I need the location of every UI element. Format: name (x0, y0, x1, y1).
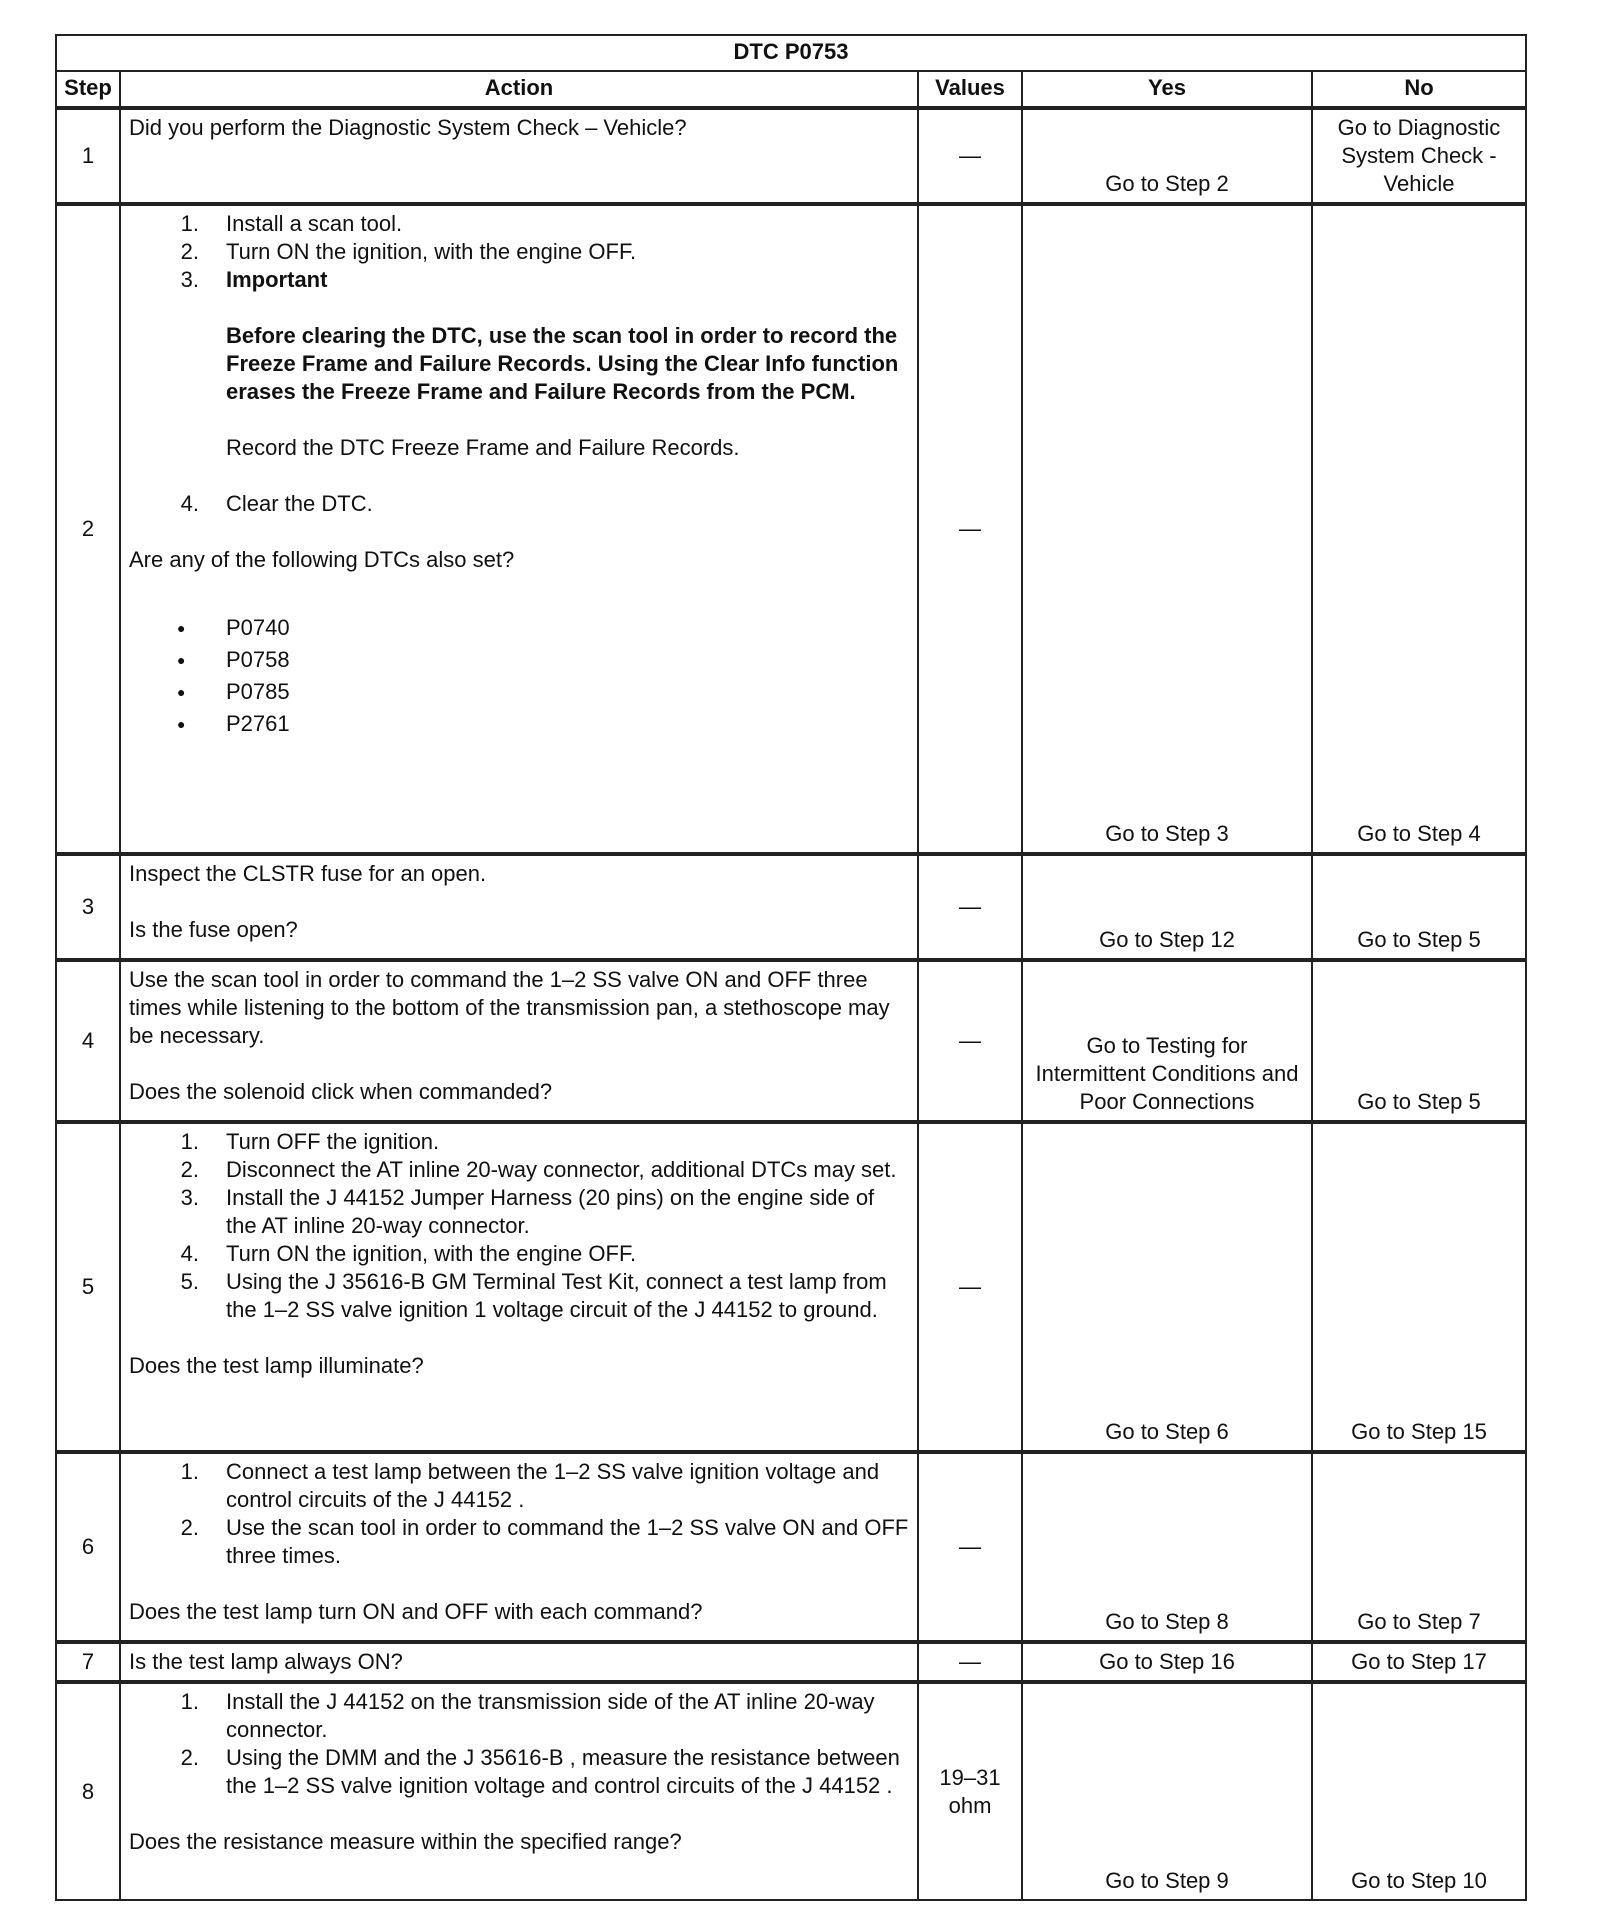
question-text: Is the fuse open? (129, 917, 298, 942)
step-number: 6 (56, 1452, 120, 1642)
list-item: 2. Using the DMM and the J 35616-B , measure the resistance between the 1–2 SS valve ignition voltage and control circuits of the J 44152 . (180, 1745, 900, 1798)
list-item: 4. Turn ON the ignition, with the engine OFF. (180, 1241, 637, 1266)
values-cell: 19–31 ohm (918, 1682, 1022, 1900)
step-number: 8 (56, 1682, 120, 1900)
yes-cell: Go to Step 8 (1022, 1452, 1312, 1642)
table-row (56, 108, 1526, 204)
list-item: 1. Turn OFF the ignition. (180, 1129, 440, 1154)
step-number: 1 (56, 108, 120, 204)
step-number: 3 (56, 854, 120, 960)
step-number: 7 (56, 1642, 120, 1682)
no-cell: Go to Step 5 (1312, 854, 1526, 960)
important-note: Before clearing the DTC, use the scan tool in order to record the Freeze Frame and Failure Records. Using the Clear Info function erases the Freeze Frame and Failure Records from the PCM. (226, 323, 899, 404)
yes-cell: Go to Step 2 (1022, 108, 1312, 204)
no-cell: Go to Step 17 (1312, 1642, 1526, 1682)
list-item: 1. Connect a test lamp between the 1–2 SS valve ignition voltage and control circuits of the J 44152 . (180, 1459, 880, 1512)
table-row (56, 204, 1526, 854)
values-cell: — (918, 1122, 1022, 1452)
action-cell (120, 1122, 918, 1452)
no-cell: Go to Step 10 (1312, 1682, 1526, 1900)
no-cell: Go to Step 4 (1312, 204, 1526, 854)
list-item: 2. Turn ON the ignition, with the engine OFF. (180, 239, 637, 264)
header-row (56, 71, 1526, 108)
list-item: 1. Install the J 44152 on the transmission side of the AT inline 20-way connector. (180, 1689, 875, 1742)
yes-cell: Go to Testing for Intermittent Conditions and Poor Connections (1022, 960, 1312, 1122)
action-text: Did you perform the Diagnostic System Check – Vehicle? (129, 115, 687, 140)
yes-cell: Go to Step 12 (1022, 854, 1312, 960)
instruction-list (129, 1128, 909, 1324)
header-no: No (1312, 71, 1526, 108)
table-row (56, 1682, 1526, 1900)
dtc-list (129, 614, 909, 742)
dtc-code: ● P2761 (129, 710, 909, 742)
values-cell: — (918, 1452, 1022, 1642)
dtc-code: ● P0785 (129, 678, 909, 710)
question-text: Does the test lamp turn ON and OFF with each command? (129, 1599, 703, 1624)
question-text: Are any of the following DTCs also set? (129, 547, 515, 572)
question-text: Does the test lamp illuminate? (129, 1353, 424, 1378)
question-text: Does the resistance measure within the specified range? (129, 1829, 682, 1854)
no-cell: Go to Step 7 (1312, 1452, 1526, 1642)
important-label: Important (226, 267, 328, 292)
action-cell (120, 1642, 918, 1682)
yes-cell: Go to Step 9 (1022, 1682, 1312, 1900)
action-text: Is the test lamp always ON? (129, 1649, 403, 1674)
values-cell: — (918, 1642, 1022, 1682)
table-row (56, 1122, 1526, 1452)
no-cell: Go to Step 15 (1312, 1122, 1526, 1452)
list-item: 4. Clear the DTC. (180, 491, 373, 516)
table-title: DTC P0753 (56, 35, 1526, 71)
yes-cell: Go to Step 3 (1022, 204, 1312, 854)
table-row (56, 1452, 1526, 1642)
action-cell (120, 1682, 918, 1900)
instruction-list (129, 1688, 909, 1800)
dtc-table (55, 34, 1527, 1901)
list-item: 5. Using the J 35616-B GM Terminal Test Kit, connect a test lamp from the 1–2 SS valve ignition 1 voltage circuit of the J 44152 to ground. (180, 1269, 887, 1322)
action-text: Use the scan tool in order to command the 1–2 SS valve ON and OFF three times while listening to the bottom of the transmission pan, a stethoscope may be necessary. (129, 967, 890, 1048)
question-text: Does the solenoid click when commanded? (129, 1079, 553, 1104)
header-yes: Yes (1022, 71, 1312, 108)
dtc-code: ● P0758 (129, 646, 909, 678)
values-cell: — (918, 204, 1022, 854)
table-row (56, 854, 1526, 960)
step-number: 5 (56, 1122, 120, 1452)
action-cell (120, 204, 918, 854)
table-row (56, 960, 1526, 1122)
yes-cell: Go to Step 6 (1022, 1122, 1312, 1452)
values-cell: — (918, 108, 1022, 204)
instruction-list (129, 210, 909, 518)
action-cell (120, 854, 918, 960)
header-values: Values (918, 71, 1022, 108)
header-step: Step (56, 71, 120, 108)
dtc-code: ● P0740 (129, 614, 909, 646)
instruction-list (129, 1458, 909, 1570)
action-cell (120, 1452, 918, 1642)
list-item: 1. Install a scan tool. (180, 211, 403, 236)
step-number: 2 (56, 204, 120, 854)
step-number: 4 (56, 960, 120, 1122)
values-cell: — (918, 960, 1022, 1122)
yes-cell: Go to Step 16 (1022, 1642, 1312, 1682)
no-cell: Go to Step 5 (1312, 960, 1526, 1122)
list-item: 3. Install the J 44152 Jumper Harness (20 pins) on the engine side of the AT inline 20-way connector. (180, 1185, 875, 1238)
table-row (56, 1642, 1526, 1682)
values-cell: — (918, 854, 1022, 960)
list-item: 2. Disconnect the AT inline 20-way connector, additional DTCs may set. (180, 1157, 897, 1182)
list-item: 3. Important Before clearing the DTC, use the scan tool in order to record the Freeze Frame and Failure Records. Using the Clear Info function erases the Freeze Frame and Failure Records from the PCM. Record the DTC Freeze Frame and Failure Records. (129, 266, 909, 490)
no-cell: Go to Diagnostic System Check - Vehicle (1312, 108, 1526, 204)
action-cell (120, 108, 918, 204)
action-text: Inspect the CLSTR fuse for an open. (129, 861, 487, 886)
header-action: Action (120, 71, 918, 108)
list-item: 2. Use the scan tool in order to command the 1–2 SS valve ON and OFF three times. (180, 1515, 909, 1568)
action-cell (120, 960, 918, 1122)
record-note: Record the DTC Freeze Frame and Failure Records. (226, 435, 740, 460)
